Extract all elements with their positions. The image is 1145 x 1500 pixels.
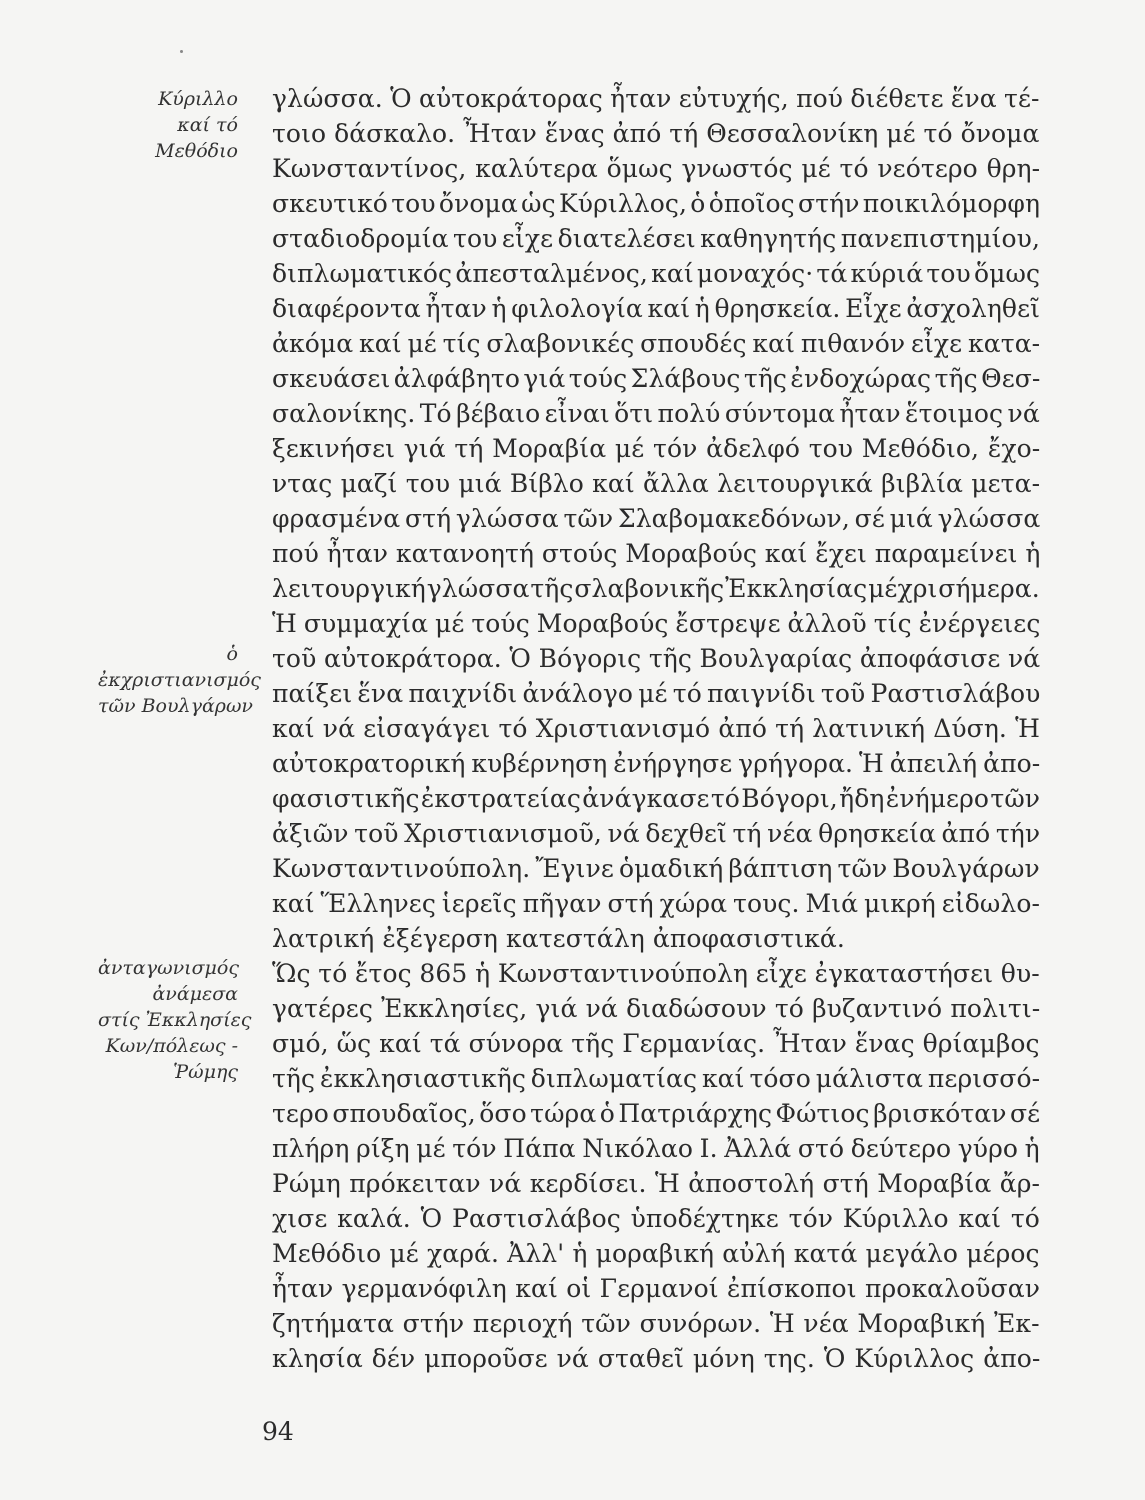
margin-note-line: καί τό bbox=[177, 114, 238, 136]
body-line: καί Ἕλληνες ἱερεῖς πῆγαν στή χώρα τους. Μιά μικρή εἰδωλο- bbox=[272, 889, 1041, 918]
body-line: πού ἦταν κατανοητή στούς Μοραβούς καί ἔχει παραμείνει ἡ bbox=[272, 539, 1041, 568]
body-line: καί νά εἰσαγάγει τό Χριστιανισμό ἀπό τή λατινική Δύση. Ἡ bbox=[272, 714, 1041, 743]
body-line: τῆς ἐκκλησιαστικῆς διπλωματίας καί τόσο μάλιστα περισσό- bbox=[272, 1064, 1041, 1093]
body-line: Μεθόδιο μέ χαρά. Ἀλλ' ἡ μοραβική αὐλή κατά μεγάλο μέρος bbox=[272, 1239, 1040, 1268]
body-line: γλώσσα. Ὁ αὐτοκράτορας ἦταν εὐτυχής, πού διέθετε ἕνα τέ- bbox=[272, 84, 1040, 113]
margin-note-line: Μεθόδιο bbox=[155, 140, 238, 162]
body-line: αὐτοκρατορική κυβέρνηση ἐνήργησε γρήγορα. Ἡ ἀπειλή ἀπο- bbox=[272, 749, 1041, 778]
body-line: ἦταν γερμανόφιλη καί οἱ Γερμανοί ἐπίσκοποι προκαλοῦσαν bbox=[272, 1274, 1041, 1303]
body-line: τοιο δάσκαλο. Ἦταν ἕνας ἀπό τή Θεσσαλονίκη μέ τό ὄνομα bbox=[272, 119, 1040, 148]
margin-note-line: στίς Ἐκκλησίες bbox=[98, 1009, 252, 1031]
margin-note-line: ἐκχριστιανισμός bbox=[98, 669, 261, 691]
body-line: Κωνσταντίνος, καλύτερα ὅμως γνωστός μέ τό νεότερο θρη- bbox=[272, 154, 1041, 183]
body-line: λειτουργική γλώσσα τῆς σλαβονικῆς Ἐκκλησίας μέχρι σήμερα. bbox=[272, 574, 1040, 603]
body-line: πλήρη ρίξη μέ τόν Πάπα Νικόλαο Ι. Ἀλλά στό δεύτερο γύρο ἡ bbox=[272, 1134, 1040, 1163]
body-line: ζητήματα στήν περιοχή τῶν συνόρων. Ἡ νέα Μοραβική Ἐκ- bbox=[272, 1309, 1040, 1338]
body-line: ξεκινήσει γιά τή Μοραβία μέ τόν ἀδελφό του Μεθόδιο, ἔχο- bbox=[272, 434, 1041, 463]
body-line: σαλονίκης. Τό βέβαιο εἶναι ὅτι πολύ σύντομα ἦταν ἕτοιμος νά bbox=[272, 399, 1040, 428]
body-line: γατέρες Ἐκκλησίες, γιά νά διαδώσουν τό βυζαντινό πολιτι- bbox=[272, 994, 1041, 1023]
margin-note-voulgaroi bbox=[98, 641, 261, 719]
body-line: τερο σπουδαῖος, ὅσο τώρα ὁ Πατριάρχης Φώτιος βρισκόταν σέ bbox=[272, 1099, 1041, 1128]
margin-note-line: ὁ bbox=[226, 643, 238, 665]
margin-note-line: Κων/πόλεως - bbox=[105, 1035, 238, 1057]
margin-note-line: Κύριλλο bbox=[158, 88, 238, 110]
margin-note-line: ἀνταγωνισμός bbox=[98, 957, 239, 979]
page-number: 94 bbox=[262, 1417, 294, 1446]
body-line: ντας μαζί του μιά Βίβλο καί ἄλλα λειτουργικά βιβλία μετα- bbox=[272, 469, 1041, 498]
body-line: Κωνσταντινούπολη. Ἔγινε ὁμαδική βάπτιση τῶν Βουλγάρων bbox=[272, 854, 1040, 883]
body-line: σκευτικό του ὄνομα ὡς Κύριλλος, ὁ ὁποῖος στήν ποικιλόμορφη bbox=[272, 189, 1041, 218]
margin-note-antagonismos bbox=[98, 955, 252, 1085]
body-line: ἀξιῶν τοῦ Χριστιανισμοῦ, νά δεχθεῖ τή νέα θρησκεία ἀπό τήν bbox=[272, 819, 1041, 848]
body-line: Ὥς τό ἔτος 865 ἡ Κωνσταντινούπολη εἶχε ἐγκαταστήσει θυ- bbox=[272, 959, 1040, 988]
body-line: διαφέροντα ἦταν ἡ φιλολογία καί ἡ θρησκεία. Εἶχε ἀσχοληθεῖ bbox=[272, 294, 1041, 323]
body-line: Ρώμη πρόκειταν νά κερδίσει. Ἡ ἀποστολή στή Μοραβία ἄρ- bbox=[272, 1169, 1041, 1198]
body-line: φασιστικῆς ἐκστρατείας ἀνάγκασε τό Βόγορι, ἤδη ἐνήμερο τῶν bbox=[272, 784, 1041, 813]
body-line: τοῦ αὐτοκράτορα. Ὁ Βόγορις τῆς Βουλγαρίας ἀποφάσισε νά bbox=[272, 644, 1041, 673]
body-line: παίξει ἕνα παιχνίδι ἀνάλογο μέ τό παιγνίδι τοῦ Ραστισλάβου bbox=[272, 679, 1041, 708]
body-line: Ἡ συμμαχία μέ τούς Μοραβούς ἔστρεψε ἀλλοῦ τίς ἐνέργειες bbox=[272, 609, 1041, 638]
body-line: σκευάσει ἀλφάβητο γιά τούς Σλάβους τῆς ἐνδοχώρας τῆς Θεσ- bbox=[272, 364, 1041, 393]
margin-note-kyrillo bbox=[98, 86, 238, 164]
body-line: ἀκόμα καί μέ τίς σλαβονικές σπουδές καί πιθανόν εἶχε κατα- bbox=[272, 329, 1041, 358]
body-line: σταδιοδρομία του εἶχε διατελέσει καθηγητής πανεπιστημίου, bbox=[272, 224, 1040, 253]
margin-note-line: Ῥώμης bbox=[173, 1061, 238, 1083]
body-line: φρασμένα στή γλώσσα τῶν Σλαβομακεδόνων, σέ μιά γλώσσα bbox=[272, 504, 1041, 533]
margin-note-line: ἀνάμεσα bbox=[152, 983, 238, 1005]
speck bbox=[180, 50, 183, 53]
body-line: λατρική ἐξέγερση κατεστάλη ἀποφασιστικά. bbox=[272, 924, 845, 953]
margin-note-line: τῶν Βουλγάρων bbox=[98, 695, 253, 717]
body-line: σμό, ὥς καί τά σύνορα τῆς Γερμανίας. Ἦταν ἕνας θρίαμβος bbox=[272, 1029, 1040, 1058]
body-line: κλησία δέν μποροῦσε νά σταθεῖ μόνη της. Ὁ Κύριλλος ἀπο- bbox=[272, 1344, 1041, 1373]
body-line: διπλωματικός ἀπεσταλμένος, καί μοναχός· τά κύριά του ὅμως bbox=[272, 259, 1041, 288]
body-line: χισε καλά. Ὁ Ραστισλάβος ὑποδέχτηκε τόν Κύριλλο καί τό bbox=[272, 1204, 1040, 1233]
